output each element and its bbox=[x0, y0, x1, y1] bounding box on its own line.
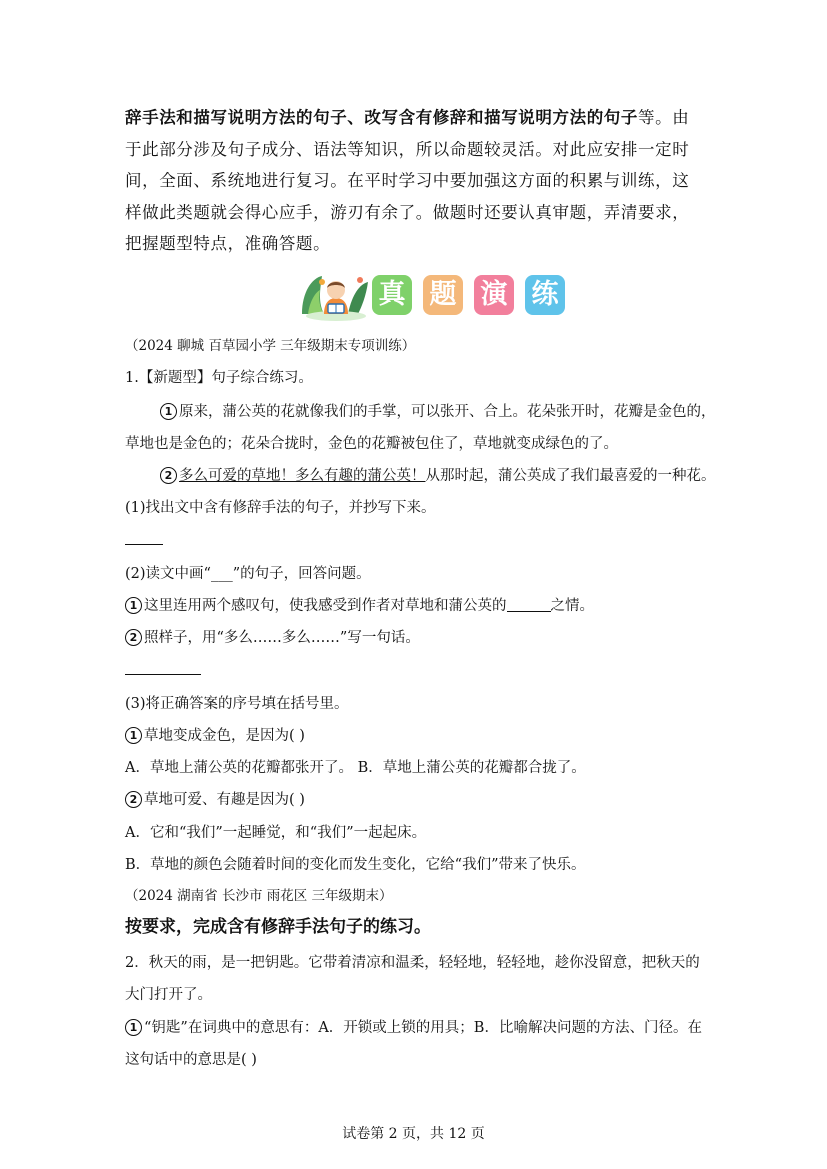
passage-para-2: 2 多么可爱的草地！多么有趣的蒲公英！从那时起，蒲公英成了我们最喜爱的一种花。 bbox=[160, 464, 716, 485]
q2-sub-line-1: 1 “钥匙”在词典中的意思有：A．开锁或上锁的用具；B．比喻解决问题的方法、门径。在 bbox=[125, 1016, 702, 1037]
answer-line-1[interactable] bbox=[125, 544, 163, 545]
q1-sub3-b-option-b: B．草地的颜色会随着时间的变化而发生变化，它给“我们”带来了快乐。 bbox=[125, 857, 586, 873]
circled-number: 2 bbox=[125, 791, 142, 808]
circled-number: 1 bbox=[125, 597, 142, 614]
answer-line-2[interactable] bbox=[125, 674, 201, 675]
q1-sub3-b-option-a: A．它和“我们”一起睡觉，和“我们”一起起床。 bbox=[125, 825, 427, 841]
underlined-sentence: 多么可爱的草地！多么有趣的蒲公英！ bbox=[179, 468, 426, 484]
q1-title: 1.【新题型】句子综合练习。 bbox=[125, 370, 313, 386]
circled-number: 2 bbox=[125, 629, 142, 646]
q1-sub2: (2)读文中画“___”的句子，回答问题。 bbox=[125, 566, 371, 582]
child-reading-illustration-icon bbox=[298, 270, 370, 322]
q1-sub3: (3)将正确答案的序号填在括号里。 bbox=[125, 696, 349, 712]
banner-char-2: 题 bbox=[423, 275, 463, 315]
q2-line-2: 大门打开了。 bbox=[125, 987, 212, 1003]
q2-heading: 按要求，完成含有修辞手法句子的练习。 bbox=[125, 917, 431, 937]
q1-sub3-b: 2 草地可爱、有趣是因为( ) bbox=[125, 788, 305, 809]
q2-line-1: 2．秋天的雨，是一把钥匙。它带着清凉和温柔，轻轻地，轻轻地，趁你没留意，把秋天的 bbox=[125, 955, 700, 971]
fill-in-blank[interactable] bbox=[507, 611, 551, 612]
banner-char-3: 演 bbox=[474, 275, 514, 315]
intro-paragraph bbox=[125, 102, 705, 260]
section-banner bbox=[298, 270, 578, 322]
circled-number: 1 bbox=[160, 403, 177, 420]
q2-source: （2024 湖南省 长沙市 雨花区 三年级期末） bbox=[125, 888, 393, 904]
q1-source: （2024 聊城 百草园小学 三年级期末专项训练） bbox=[125, 338, 416, 354]
passage-para-1-line-1: 1 原来，蒲公英的花就像我们的手掌，可以张开、合上。花朵张开时，花瓣是金色的， bbox=[160, 400, 716, 421]
q1-sub1: (1)找出文中含有修辞手法的句子，并抄写下来。 bbox=[125, 500, 436, 516]
q1-sub2-a: 1 这里连用两个感叹句，使我感受到作者对草地和蒲公英的 之情。 bbox=[125, 594, 594, 615]
q1-sub3-a: 1 草地变成金色，是因为( ) bbox=[125, 724, 305, 745]
passage-para-1-line-2: 草地也是金色的；花朵合拢时，金色的花瓣被包住了，草地就变成绿色的了。 bbox=[125, 436, 618, 452]
banner-char-4: 练 bbox=[525, 275, 565, 315]
circled-number: 1 bbox=[125, 727, 142, 744]
intro-rest: 等。由于此部分涉及句子成分、语法等知识，所以命题较灵活。对此应安排一定时间，全面、系统地进行复习。在平时学习中要加强这方面的积累与训练，这样做此类题就会得心应手，游刃有余了。做题时还要认真审题，弄清要求，把握题型特点，准确答题。 bbox=[125, 108, 690, 253]
circled-number: 2 bbox=[160, 467, 177, 484]
circled-number: 1 bbox=[125, 1019, 142, 1036]
page-footer: 试卷第 2 页，共 12 页 bbox=[342, 1126, 485, 1142]
q2-sub-line-2: 这句话中的意思是( ) bbox=[125, 1052, 257, 1068]
q1-sub2-b: 2 照样子，用“多么……多么……”写一句话。 bbox=[125, 626, 420, 647]
q1-sub3-a-options: A．草地上蒲公英的花瓣都张开了。 B．草地上蒲公英的花瓣都合拢了。 bbox=[125, 760, 586, 776]
banner-char-1: 真 bbox=[372, 275, 412, 315]
intro-bold: 辞手法和描写说明方法的句子、改写含有修辞和描写说明方法的句子 bbox=[125, 108, 638, 127]
